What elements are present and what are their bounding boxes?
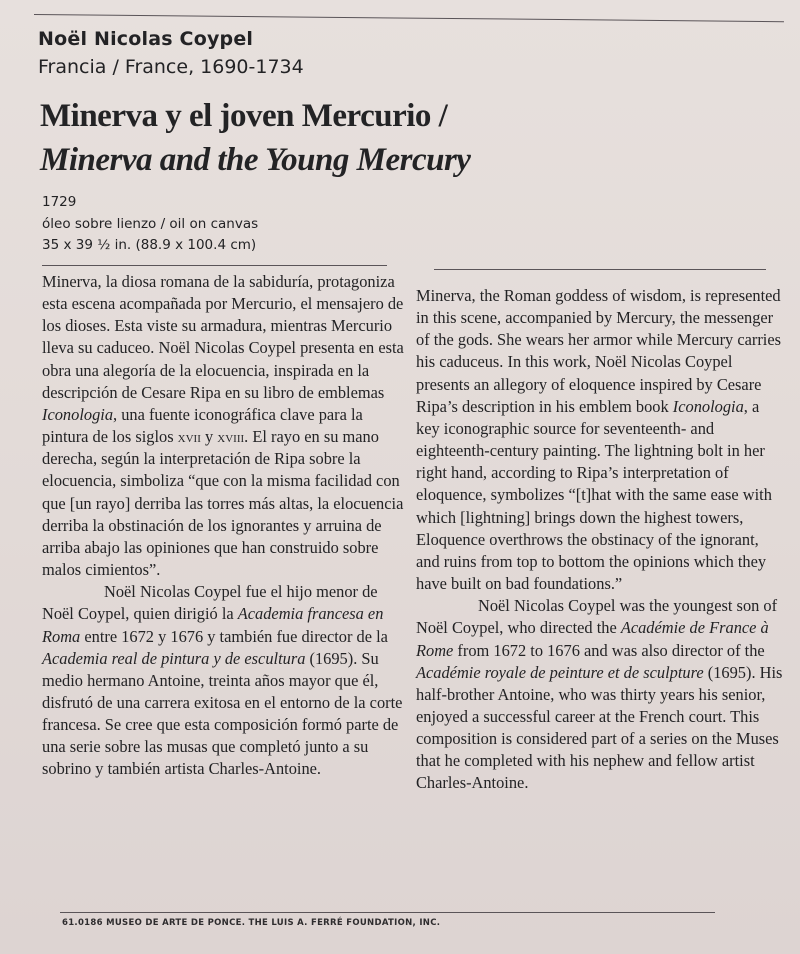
- left-column-rule: [42, 265, 387, 266]
- spanish-text-column: [42, 271, 412, 781]
- bottom-rule: [60, 912, 715, 913]
- top-rule: [34, 14, 784, 22]
- artist-origin: Francia / France, 1690-1734: [38, 56, 304, 78]
- title-spanish: Minerva y el joven Mercurio /: [40, 98, 448, 134]
- english-text-column: [416, 285, 786, 795]
- spanish-paragraph-2: Noël Nicolas Coypel fue el hijo menor de Noël Coypel, quien dirigió la Academia francesa en Roma entre 1672 y 1676 y también fue director de la Academia real de pintura y de escultura (1695). Su medio hermano Antoine, treinta años mayor que él, disfrutó de una carrera exitosa en el entorno de la corte francesa. Se cree que esta composición formó parte de una serie sobre las musas que completó junto a su sobrino y también artista Charles-Antoine.: [42, 582, 403, 779]
- title-english: Minerva and the Young Mercury: [40, 142, 471, 178]
- english-book-title: Iconologia: [672, 396, 744, 416]
- footer-credit: 61.0186 MUSEO DE ARTE DE PONCE. THE LUIS A. FERRÉ FOUNDATION, INC.: [62, 918, 441, 928]
- english-paragraph-1: Minerva, the Roman goddess of wisdom, is represented in this scene, accompanied by Mercury, the messenger of the gods. She wears her armor while Mercury carries his caduceus. In this work, Noël Nicolas Coypel presents an allegory of eloquence inspired by Cesare Ripa’s description in his emblem book Iconologia, a key iconographic source for seventeenth- and eighteenth-century painting. The lightning bolt in her right hand, according to Ripa’s interpretation of eloquence, symbolizes “[t]hat with the same ease with which [lightning] brings down the highest towers, Eloquence overthrows the obstinacy of the ignorant, and ruins from top to bottom the opinions which they have built on bad foundations.”: [416, 286, 782, 594]
- artwork-dimensions: 35 x 39 ½ in. (88.9 x 100.4 cm): [42, 237, 257, 253]
- artist-name: Noël Nicolas Coypel: [38, 28, 254, 50]
- right-column-rule: [434, 269, 766, 270]
- spanish-book-title: Iconologia: [42, 404, 114, 424]
- artwork-medium: óleo sobre lienzo / oil on canvas: [42, 216, 259, 232]
- english-paragraph-2: Noël Nicolas Coypel was the youngest son of Noël Coypel, who directed the Académie de France à Rome from 1672 to 1676 and was also director of the Académie royale de peinture et de sculpture (1695). His half-brother Antoine, who was thirty years his senior, enjoyed a successful career at the French court. This composition is considered part of a series on the Muses that he completed with his nephew and fellow artist Charles-Antoine.: [416, 596, 783, 793]
- spanish-paragraph-1: Minerva, la diosa romana de la sabiduría, protagoniza esta escena acompañada por Mercurio, el mensajero de los dioses. Esta viste su armadura, mientras Mercurio lleva su caduceo. Noël Nicolas Coypel presenta en esta obra una alegoría de la elocuencia, inspirada en la descripción de Cesare Ripa en su libro de emblemas Iconologia, una fuente iconográfica clave para la pintura de los siglos xvii y xviii. El rayo en su mano derecha, según la interpretación de Ripa sobre la elocuencia, simboliza “que con la misma facilidad con que [un rayo] derriba las torres más altas, la elocuencia derriba la obstinación de los ignorantes y arruina de arriba abajo las opiniones que han construido sobre malos cimientos”.: [42, 272, 404, 580]
- artwork-year: 1729: [42, 194, 77, 210]
